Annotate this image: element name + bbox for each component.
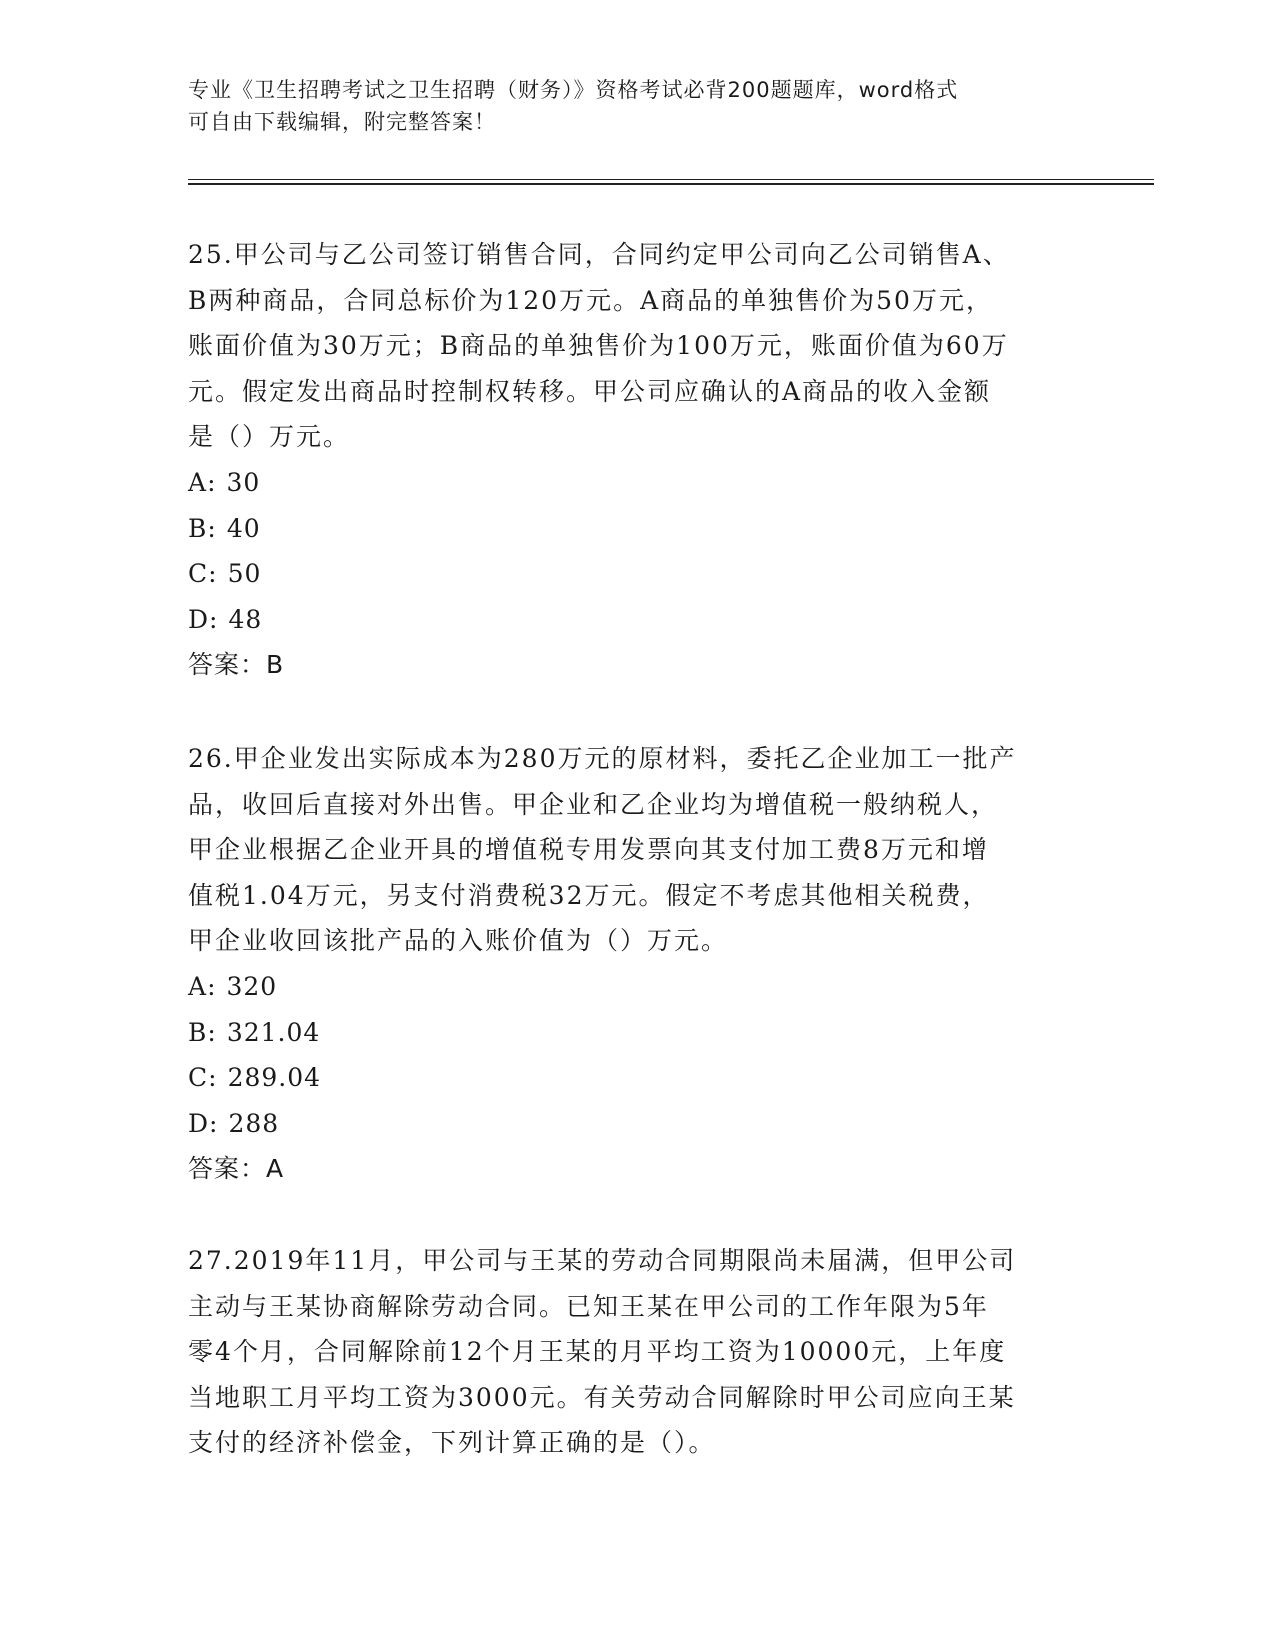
option-list	[188, 964, 1088, 1146]
stem-line: 账面价值为30万元；B商品的单独售价为100万元，账面价值为60万	[188, 331, 1009, 361]
stem-line: 27.2019年11月，甲公司与王某的劳动合同期限尚未届满，但甲公司	[188, 1246, 1017, 1275]
option-separator: :	[208, 1063, 218, 1093]
option-letter: D	[188, 1108, 210, 1138]
option-text: 48	[228, 604, 263, 634]
stem-line: 主动与王某协商解除劳动合同。已知王某在甲公司的工作年限为5年	[188, 1291, 989, 1321]
question-stem	[188, 1238, 1088, 1466]
question-stem	[188, 232, 1088, 460]
option-text: 40	[226, 513, 261, 543]
answer-line: 答案：B	[188, 650, 285, 680]
option-letter: B	[188, 1017, 208, 1047]
option-letter: B	[188, 513, 208, 543]
question-26	[188, 736, 1088, 1192]
header-divider-thin	[188, 179, 1154, 180]
stem-line: 甲企业根据乙企业开具的增值税专用发票向其支付加工费8万元和增	[188, 835, 989, 865]
stem-line: 25.甲公司与乙公司签订销售合同，合同约定甲公司向乙公司销售A、	[188, 240, 1010, 269]
option-separator: :	[209, 604, 219, 634]
option-separator: :	[207, 513, 217, 543]
option-list	[188, 460, 1088, 642]
option-letter: A	[188, 467, 208, 497]
option-d	[188, 597, 1088, 643]
question-27	[188, 1238, 1088, 1466]
option-text: 289.04	[227, 1063, 322, 1093]
option-separator: :	[207, 971, 217, 1001]
header-subtitle-line: 可自由下载编辑，附完整答案！	[188, 110, 496, 134]
option-separator: :	[209, 1108, 219, 1138]
stem-line: B两种商品，合同总标价为120万元。A商品的单独售价为50万元，	[188, 285, 993, 315]
option-letter: A	[188, 971, 208, 1001]
question-stem	[188, 736, 1088, 964]
document-header	[188, 74, 1088, 138]
stem-line: 是（）万元。	[188, 422, 351, 452]
stem-line: 品，收回后直接对外出售。甲企业和乙企业均为增值税一般纳税人，	[188, 789, 999, 819]
stem-line: 当地职工月平均工资为3000元。有关劳动合同解除时甲公司应向王某	[188, 1382, 1016, 1412]
option-b	[188, 506, 1088, 552]
stem-line: 甲企业收回该批产品的入账价值为（）万元。	[188, 926, 729, 956]
option-text: 320	[226, 971, 278, 1001]
option-c	[188, 551, 1088, 597]
option-text: 50	[227, 559, 262, 589]
stem-line: 零4个月，合同解除前12个月王某的月平均工资为10000元，上年度	[188, 1337, 1007, 1367]
stem-line: 值税1.04万元，另支付消费税32万元。假定不考虑其他相关税费，	[188, 880, 990, 910]
option-text: 30	[226, 467, 261, 497]
answer-line: 答案：A	[188, 1154, 285, 1184]
option-d	[188, 1101, 1088, 1147]
option-a	[188, 964, 1088, 1010]
option-a	[188, 460, 1088, 506]
option-b	[188, 1010, 1088, 1056]
option-separator: :	[208, 559, 218, 589]
stem-line: 支付的经济补偿金，下列计算正确的是（）。	[188, 1428, 716, 1458]
stem-line: 元。假定发出商品时控制权转移。甲公司应确认的A商品的收入金额	[188, 376, 992, 406]
option-letter: D	[188, 604, 210, 634]
option-letter: C	[188, 559, 209, 589]
header-title-line: 专业《卫生招聘考试之卫生招聘（财务）》资格考试必背200题题库，word格式	[188, 78, 959, 102]
option-text: 288	[228, 1108, 280, 1138]
question-25	[188, 232, 1088, 688]
option-letter: C	[188, 1063, 209, 1093]
option-c	[188, 1055, 1088, 1101]
option-separator: :	[207, 1017, 217, 1047]
header-divider-thick	[188, 183, 1154, 185]
option-text: 321.04	[226, 1017, 321, 1047]
option-separator: :	[207, 467, 217, 497]
stem-line: 26.甲企业发出实际成本为280万元的原材料，委托乙企业加工一批产	[188, 744, 1017, 773]
